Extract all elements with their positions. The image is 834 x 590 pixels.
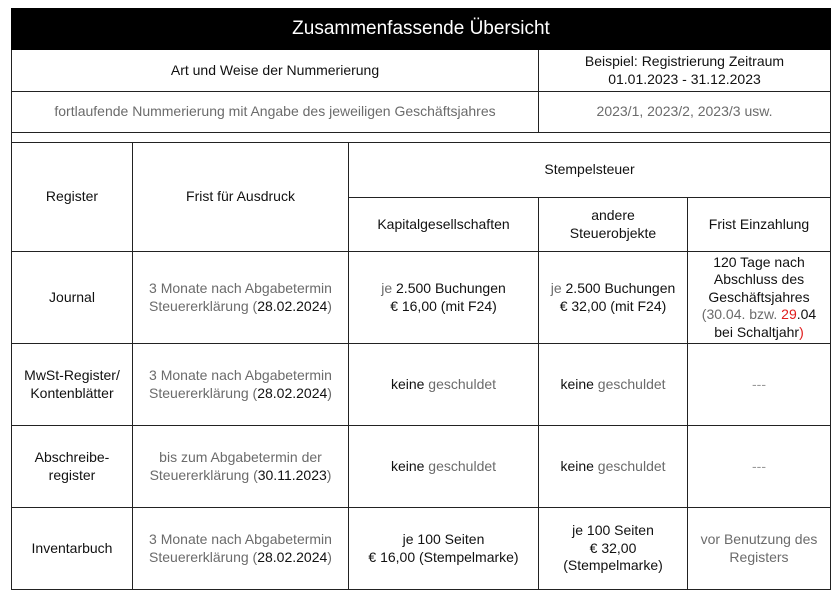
row-frist-l1: 3 Monate nach Abgabetermin — [149, 531, 332, 547]
numbering-value-right: 2023/1, 2023/2, 2023/3 usw. — [539, 92, 831, 133]
row-frist-l2: Steuererklärung ( — [149, 548, 258, 565]
row-kapital — [349, 344, 539, 426]
row-einzahlung — [688, 508, 831, 590]
row-frist-date: 28.02.2024 — [257, 384, 328, 401]
row-kapital — [349, 252, 539, 344]
row-andere-je: je — [550, 280, 566, 296]
row-kapital-l1: je 100 Seiten — [402, 531, 485, 547]
row-ein-l1: vor Benutzung des — [700, 531, 818, 547]
row-kapital-geschuldet: geschuldet — [424, 375, 497, 392]
row-ein-l4a: (30.04. bzw. — [701, 306, 782, 323]
row-andere — [539, 252, 688, 344]
numbering-value-row — [11, 92, 831, 133]
row-frist — [133, 426, 349, 508]
row-frist-l2: Steuererklärung ( — [149, 297, 258, 314]
summary-table — [11, 8, 831, 590]
row-frist-close: ) — [326, 466, 332, 483]
row-einzahlung — [688, 252, 831, 344]
numbering-header-left: Art und Weise der Nummerierung — [11, 50, 539, 92]
table-row — [11, 426, 831, 508]
header-register: Register — [11, 143, 133, 252]
header-kapital: Kapitalgesellschaften — [349, 198, 539, 252]
row-andere-geschuldet: geschuldet — [593, 457, 666, 474]
row-frist-l1: 3 Monate nach Abgabetermin — [149, 280, 332, 296]
row-ein-l5a: bei Schaltjahr — [714, 323, 800, 340]
header-andere-l1: andere — [591, 207, 635, 223]
header-stempelsteuer: Stempelsteuer — [349, 143, 831, 198]
row-kapital-keine: keine — [390, 375, 425, 392]
row-frist-close: ) — [327, 384, 332, 401]
numbering-header-right — [539, 50, 831, 92]
row-frist — [133, 252, 349, 344]
row-ein-l4c: .04 — [796, 306, 817, 323]
row-frist-close: ) — [327, 297, 332, 314]
section-gap — [11, 133, 831, 142]
row-ein-l4b: 29 — [781, 306, 797, 323]
table-title: Zusammenfassende Übersicht — [11, 8, 831, 50]
row-frist-date: 28.02.2024 — [257, 548, 328, 565]
row-frist-l1: bis zum Abgabetermin der — [159, 449, 322, 465]
numbering-value-left: fortlaufende Nummerierung mit Angabe des jeweiligen Geschäftsjahres — [11, 92, 539, 133]
row-einzahlung: --- — [688, 426, 831, 508]
row-andere-buchungen: 2.500 Buchungen — [565, 280, 676, 296]
row-kapital-je: je — [381, 280, 397, 296]
row-kapital-buchungen: 2.500 Buchungen — [396, 280, 506, 296]
table-header — [11, 142, 831, 252]
row-kapital — [349, 508, 539, 590]
row-andere — [539, 426, 688, 508]
row-frist-date: 30.11.2023 — [257, 466, 327, 483]
row-frist — [133, 344, 349, 426]
row-kapital-amount: € 16,00 — [390, 297, 437, 314]
row-kapital-l2: € 16,00 (Stempelmarke) — [368, 548, 519, 565]
row-register — [11, 344, 133, 426]
row-register-l1: MwSt-Register/ — [24, 367, 120, 383]
row-ein-l2: Registers — [729, 548, 789, 565]
row-einzahlung: --- — [688, 344, 831, 426]
row-andere-l3: (Stempelmarke) — [563, 557, 663, 574]
row-andere-geschuldet: geschuldet — [593, 375, 666, 392]
row-andere-keine: keine — [560, 457, 594, 474]
header-einzahlung: Frist Einzahlung — [688, 198, 831, 252]
row-andere-note: (mit F24) — [606, 297, 667, 314]
numbering-example-label: Beispiel: Registrierung Zeitraum — [584, 53, 785, 69]
row-register: Journal — [11, 252, 133, 344]
row-register-l2: Kontenblätter — [30, 384, 114, 401]
row-frist-l2: Steuererklärung ( — [149, 466, 258, 483]
row-andere — [539, 508, 688, 590]
row-ein-l3: Geschäftsjahres — [708, 288, 810, 305]
row-kapital-geschuldet: geschuldet — [424, 457, 497, 474]
row-andere-keine: keine — [560, 375, 594, 392]
row-frist-l2: Steuererklärung ( — [149, 384, 258, 401]
row-frist-date: 28.02.2024 — [257, 297, 328, 314]
header-andere-l2: Steuerobjekte — [569, 224, 657, 241]
row-ein-l5b: ) — [799, 323, 804, 340]
row-andere-l2: € 32,00 — [589, 539, 637, 556]
row-register-l2: register — [48, 466, 96, 483]
row-register: Inventarbuch — [11, 508, 133, 590]
row-kapital-note: (mit F24) — [436, 297, 497, 314]
row-ein-l1: 120 Tage nach — [713, 253, 805, 270]
row-andere-amount: € 32,00 — [559, 297, 607, 314]
row-ein-l2: Abschluss des — [713, 271, 805, 288]
header-frist: Frist für Ausdruck — [133, 143, 349, 252]
row-andere-l1: je 100 Seiten — [572, 522, 654, 539]
row-register-l1: Abschreibe- — [34, 449, 110, 465]
numbering-example-period: 01.01.2023 - 31.12.2023 — [608, 70, 761, 87]
header-andere — [539, 198, 688, 252]
table-row — [11, 508, 831, 590]
row-register — [11, 426, 133, 508]
table-row — [11, 252, 831, 344]
row-kapital — [349, 426, 539, 508]
row-frist-close: ) — [327, 548, 332, 565]
row-andere — [539, 344, 688, 426]
row-frist — [133, 508, 349, 590]
row-kapital-keine: keine — [390, 457, 425, 474]
table-row — [11, 344, 831, 426]
numbering-header-row — [11, 50, 831, 92]
row-frist-l1: 3 Monate nach Abgabetermin — [149, 367, 332, 383]
